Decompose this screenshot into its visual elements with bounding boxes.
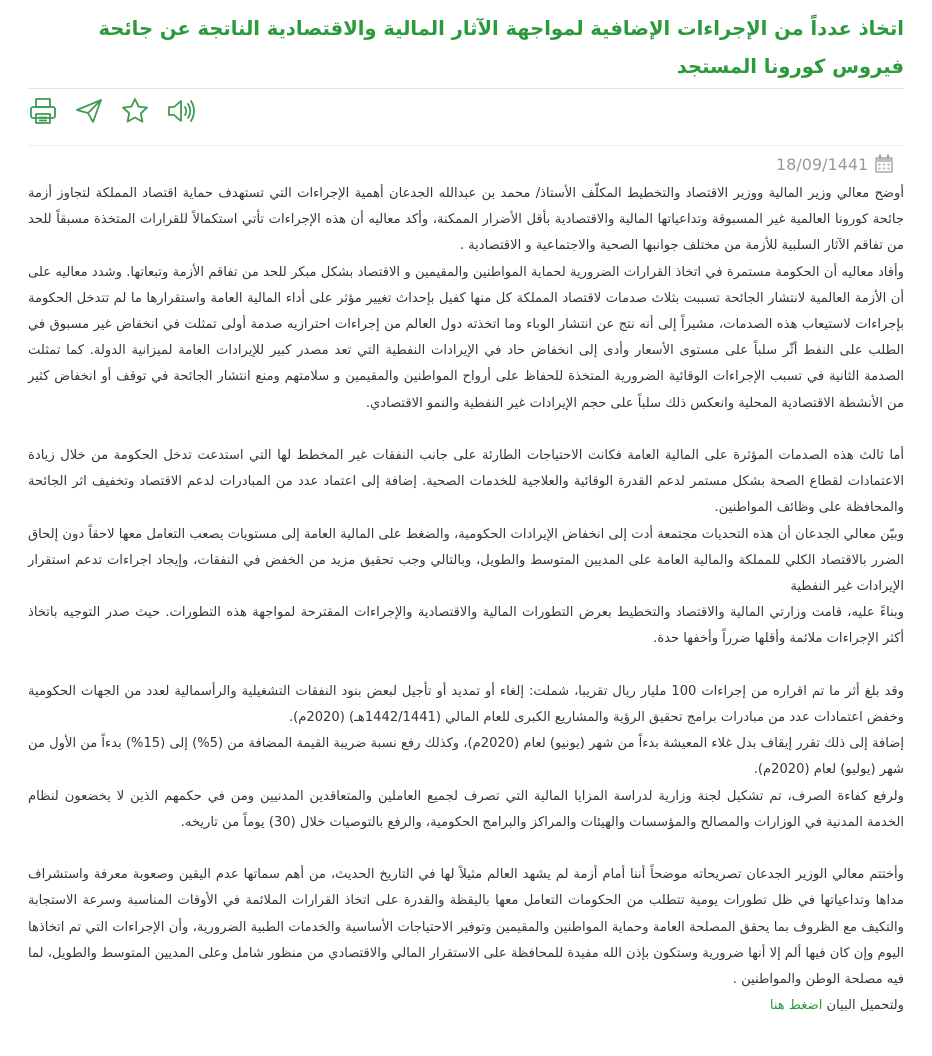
download-label: ولتحميل البيان [826,998,904,1014]
paragraph: وبناءً عليه، قامت وزارتي المالية والاقتصاد والتخطيط بعرض التطورات المالية والاقتصادية والإجراءات المقترحة لمواجهة هذه التطورات. حيث صدر التوجيه باتخاذ أكثر الإجراءات ملائمة وأقلها ضرراً وأخفها حدة. [28,605,904,647]
send-button[interactable] [72,94,106,128]
calendar-icon [874,154,894,174]
title-divider [28,88,904,89]
article-title: اتخاذ عدداً من الإجراءات الإضافية لمواجهة الآثار المالية والاقتصادية الناتجة عن جائحة فيروس كورونا المستجد [98,17,904,78]
paragraph: ولرفع كفاءة الصرف، تم تشكيل لجنة وزارية لدراسة المزايا المالية التي تصرف لجميع العاملين والمتعاقدين المدنيين ومن في حكمهم الذين لا يخضعون لنظام الخدمة المدنية في الوزارات والمصالح والمؤسسات والهيئات والمراكز والبرامج الحكومية، والرفع بالتوصيات خلال (30) يوماً من تاريخه. [28,788,904,830]
listen-button[interactable] [164,94,198,128]
print-icon [28,96,58,126]
date-text: 18/09/1441 [776,154,869,174]
paragraph: وبيّن معالي الجدعان أن هذه التحديات مجتمعة أدت إلى انخفاض الإيرادات الحكومية، والضغط على المالية العامة إلى مستويات يصعب التعامل معها لاحقاً دون إلحاق الضرر بالاقتصاد الكلي للمملكة والمالية العامة على المديين المتوسط والطويل، وبالتالي وجب تحقيق مزيد من الخفض في النفقات، وإيجاد اجراءات تدعم استقرار الإيرادات غير النفطية [28,526,904,595]
paragraph: وأختتم معالي الوزير الجدعان تصريحاته موضحاً أننا أمام أزمة لم يشهد العالم مثيلاً لها في التاريخ الحديث، من أهم سماتها عدم اليقين وصعوبة معرفة واستشراف مداها وتداعياتها في ظل تطورات يومية تتطلب من الحكومات التعامل معها باليقظة والقدرة على اتخاذ القرارات الملائمة في الأوقات المناسبة وسرعة الاستجابة والتكيف مع الظروف بما يحقق المصلحة العامة وحماية المواطنين والمقيمين وتوفير الاحتياجات الأساسية والخدمات الطبية الضرورية، وأن الإجراءات التي تم اتخاذها اليوم وإن كان فيها ألم إلا أنها ضرورية وستكون بإذن الله مفيدة للمحافظة على الاستقرار المالي والاقتصادي من منظور شامل وعلى المديين المتوسط والطويل، لما فيه مصلحة الوطن والمواطنين . [28,867,904,988]
send-icon [74,96,104,126]
download-link[interactable]: اضغط هنا [769,998,823,1014]
print-button[interactable] [26,94,60,128]
toolbar-divider [28,145,904,146]
paragraph: إضافة إلى ذلك تقرر إيقاف بدل غلاء المعيشة بدءاً من شهر (يونيو) لعام (2020م)، وكذلك رفع نسبة ضريبة القيمة المضافة من (5%) إلى (15%) بدءاً من الأول من شهر (يوليو) لعام (2020م). [28,736,904,778]
audio-speaker-icon [166,96,196,126]
publish-date [776,152,894,176]
article-toolbar [26,94,206,128]
favorite-star-icon [120,96,150,126]
article-body [28,181,904,1019]
paragraph: أما ثالث هذه الصدمات المؤثرة على المالية العامة فكانت الاحتياجات الطارئة على جانب النفقات غير المخطط لها التي استدعت تدخل الحكومة من خلال زيادة الاعتمادات لقطاع الصحة بشكل مستمر لدعم القدرة الوقائية والعلاجية للخدمات الصحية. إضافة إلى اعتماد عدد من المبادرات لدعم الاقتصاد وتخفيف اثر الجائحة والمحافظة على وظائف المواطنين. [28,448,904,516]
favorite-button[interactable] [118,94,152,128]
paragraph: أوضح معالي وزير المالية ووزير الاقتصاد والتخطيط المكلّف الأستاذ/ محمد بن عبدالله الجدعان أهمية الإجراءات التي تستهدف حماية اقتصاد المملكة لتجاوز أزمة جائحة كورونا العالمية غير المسبوقة وتداعياتها المالية والاقتصادية بأقل الأضرار الممكنة، وأكد معاليه أن هذه الإجراءات تأتي استكمالاً للقرارات المتخذة مسبقاً للحد من تفاقم الآثار السلبية للأزمة من مختلف جوانبها الصحية والاجتماعية و الاقتصادية . [28,186,904,254]
paragraph: وقد بلغ أثر ما تم اقراره من إجراءات 100 مليار ريال تقريبا، شملت: إلغاء أو تمديد أو تأجيل لبعض بنود النفقات التشغيلية والرأسمالية لعدد من الجهات الحكومية وخفض اعتمادات عدد من مبادرات برامج تحقيق الرؤية والمشاريع الكبرى للعام المالي (1442/1441هـ) (2020م). [28,683,904,726]
download-statement [28,993,904,1019]
paragraph: وأفاد معاليه أن الحكومة مستمرة في اتخاذ القرارات الضرورية لحماية المواطنين والمقيمين و الاقتصاد بشكل مبكر للحد من تفاقم الأزمة وتبعاتها. وشدد معاليه على أن الأزمة العالمية لانتشار الجائحة تسببت بثلاث صدمات لاقتصاد المملكة كل منها كفيل بإحداث تغيير مؤثر على أداء المالية العامة واستقرارها ما لم تتدخل الحكومة بإجراءات لاستيعاب هذه الصدمات، مشيراً إلى أنه نتج عن انتشار الوباء وما اتخذته دول العالم من إجراءات احترازيه صدمة أولى تمثلت في انخفاض غير مسبوق في الطلب على النفط أثّر سلباً على مستوى الأسعار وأدى إلى انخفاض حاد في الإيرادات النفطية التي تعد مصدر كبير للإيرادات العامة لميزانية الدولة. كما تمثلت الصدمة الثانية في تسبب الإجراءات الوقائية الضرورية المتخذة للحفاظ على أرواح المواطنين والمقيمين و سلامتهم ومنع انتشار الجائحة في توقف أو انخفاض كثير من الأنشطة الاقتصادية المحلية وانعكس ذلك سلباً على حجم الإيرادات غير النفطية والنمو الاقتصادي. [28,264,904,411]
